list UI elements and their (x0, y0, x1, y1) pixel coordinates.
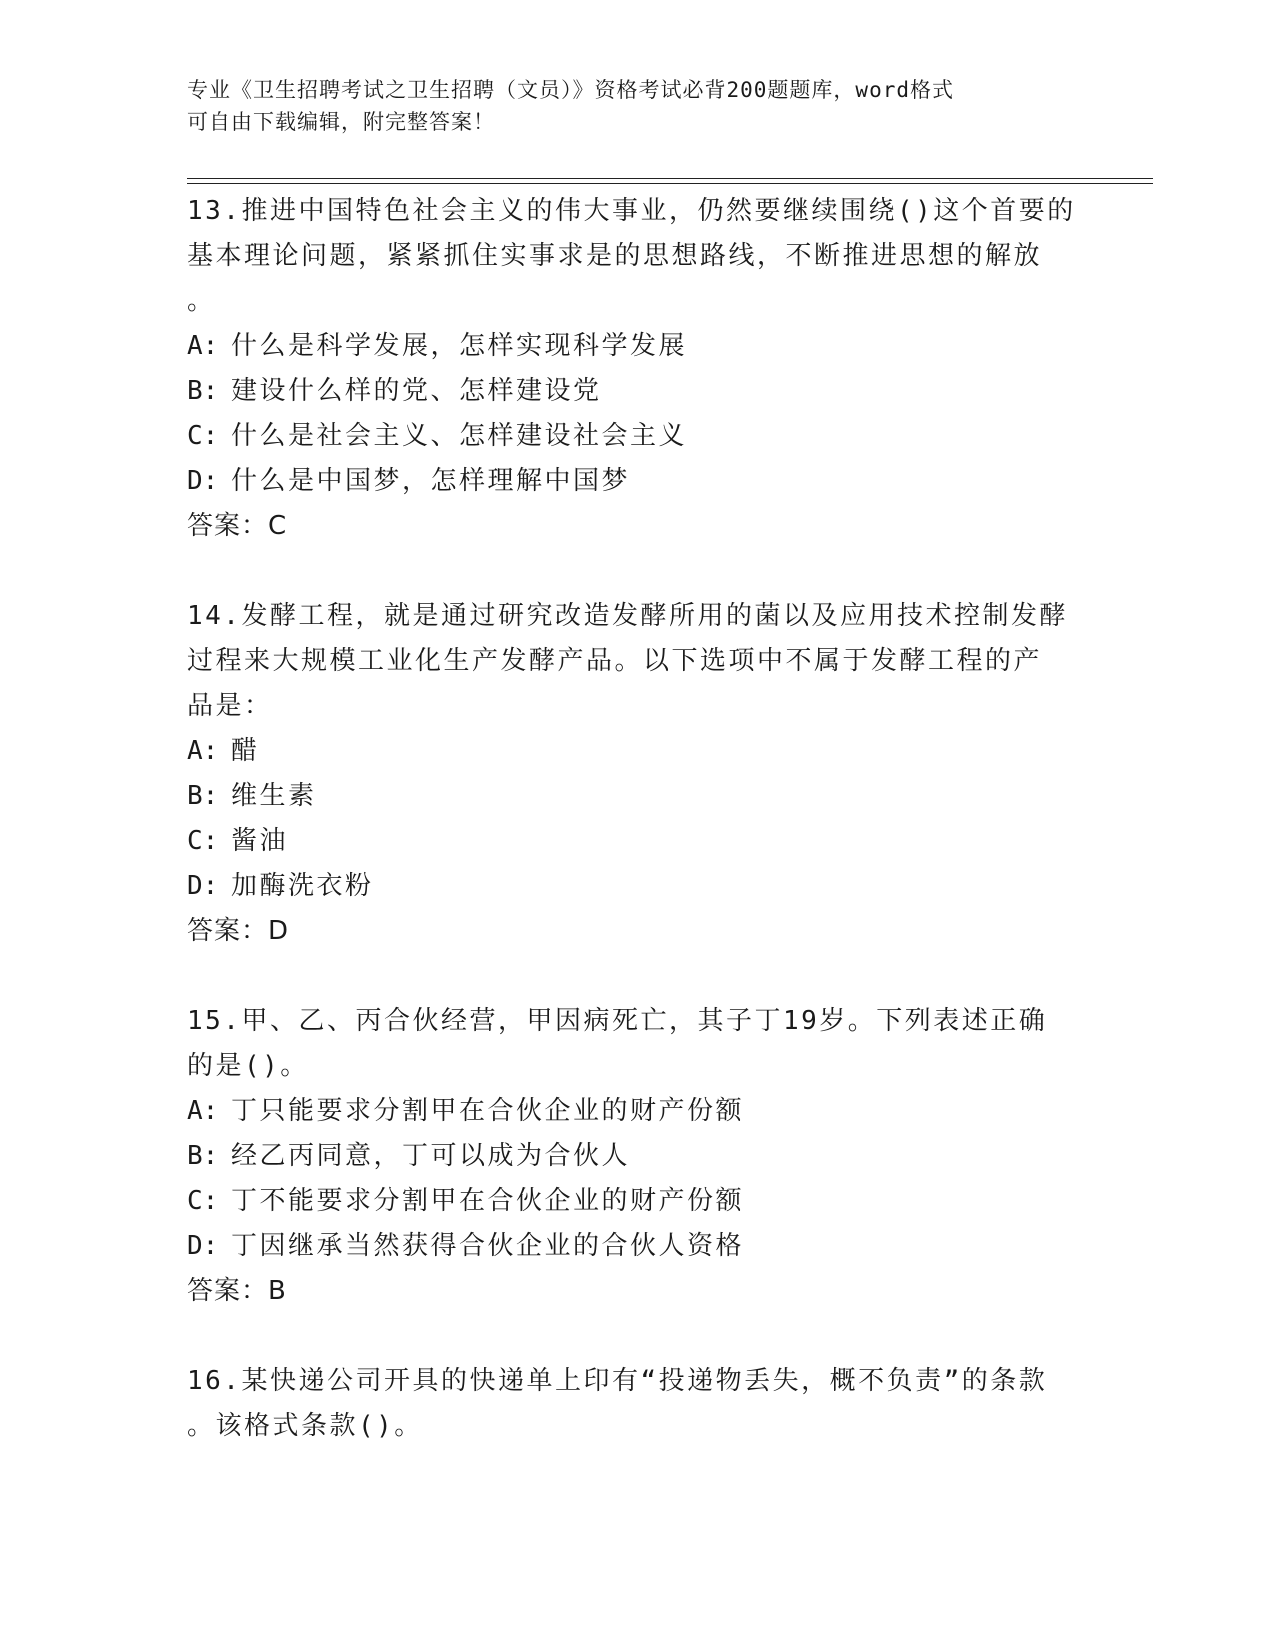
option-text: 丁不能要求分割甲在合伙企业的财产份额 (231, 1186, 745, 1216)
option-letter: B: (187, 376, 219, 406)
option-text: 建设什么样的党、怎样建设党 (231, 376, 602, 406)
option-c (187, 819, 1087, 864)
option-letter: D: (187, 871, 219, 901)
option-text: 酱油 (231, 826, 289, 856)
question-spacer (187, 549, 1087, 594)
question-14 (187, 594, 1087, 954)
question-stem-line: 的是()。 (187, 1051, 309, 1081)
option-text: 什么是中国梦，怎样理解中国梦 (231, 466, 631, 496)
question-stem-line: 。该格式条款()。 (187, 1411, 423, 1441)
option-a (187, 1089, 1087, 1134)
answer-line: 答案：D (187, 916, 290, 946)
option-c (187, 414, 1087, 459)
option-a (187, 324, 1087, 369)
question-stem-line: 。 (187, 286, 216, 316)
option-letter: A: (187, 1096, 219, 1126)
option-letter: C: (187, 1186, 219, 1216)
question-stem-line: 15.甲、乙、丙合伙经营，甲因病死亡，其子丁19岁。下列表述正确 (187, 1006, 1048, 1036)
option-letter: B: (187, 781, 219, 811)
option-text: 维生素 (231, 781, 317, 811)
answer-line: 答案：B (187, 1276, 287, 1306)
question-list (187, 189, 1087, 1449)
option-text: 醋 (231, 736, 260, 766)
option-letter: A: (187, 736, 219, 766)
option-letter: C: (187, 826, 219, 856)
option-a (187, 729, 1087, 774)
option-text: 丁只能要求分割甲在合伙企业的财产份额 (231, 1096, 745, 1126)
option-letter: D: (187, 1231, 219, 1261)
question-stem-line: 品是： (187, 691, 273, 721)
question-16 (187, 1359, 1087, 1449)
option-text: 经乙丙同意，丁可以成为合伙人 (231, 1141, 631, 1171)
question-stem-line: 14.发酵工程，就是通过研究改造发酵所用的菌以及应用技术控制发酵 (187, 601, 1068, 631)
option-letter: B: (187, 1141, 219, 1171)
question-stem-line: 16.某快递公司开具的快递单上印有“投递物丢失，概不负责”的条款 (187, 1366, 1048, 1396)
option-text: 什么是社会主义、怎样建设社会主义 (231, 421, 688, 451)
option-b (187, 1134, 1087, 1179)
question-stem-line: 基本理论问题，紧紧抓住实事求是的思想路线，不断推进思想的解放 (187, 241, 1043, 271)
document-header (187, 74, 1067, 138)
option-text: 丁因继承当然获得合伙企业的合伙人资格 (231, 1231, 745, 1261)
answer-line: 答案：C (187, 511, 288, 541)
question-13 (187, 189, 1087, 549)
question-stem-line: 过程来大规模工业化生产发酵产品。以下选项中不属于发酵工程的产 (187, 646, 1043, 676)
question-15 (187, 999, 1087, 1314)
header-divider-bottom (187, 183, 1153, 184)
question-stem-line: 13.推进中国特色社会主义的伟大事业，仍然要继续围绕()这个首要的 (187, 196, 1076, 226)
option-d (187, 459, 1087, 504)
header-line-1: 专业《卫生招聘考试之卫生招聘（文员）》资格考试必背200题题库，word格式 (187, 78, 954, 102)
question-spacer (187, 954, 1087, 999)
option-letter: A: (187, 331, 219, 361)
option-d (187, 864, 1087, 909)
option-letter: C: (187, 421, 219, 451)
option-text: 加酶洗衣粉 (231, 871, 374, 901)
option-b (187, 369, 1087, 414)
option-c (187, 1179, 1087, 1224)
question-spacer (187, 1314, 1087, 1359)
option-text: 什么是科学发展，怎样实现科学发展 (231, 331, 688, 361)
option-d (187, 1224, 1087, 1269)
option-letter: D: (187, 466, 219, 496)
header-divider-top (187, 178, 1153, 179)
option-b (187, 774, 1087, 819)
header-line-2: 可自由下载编辑，附完整答案！ (187, 110, 495, 134)
